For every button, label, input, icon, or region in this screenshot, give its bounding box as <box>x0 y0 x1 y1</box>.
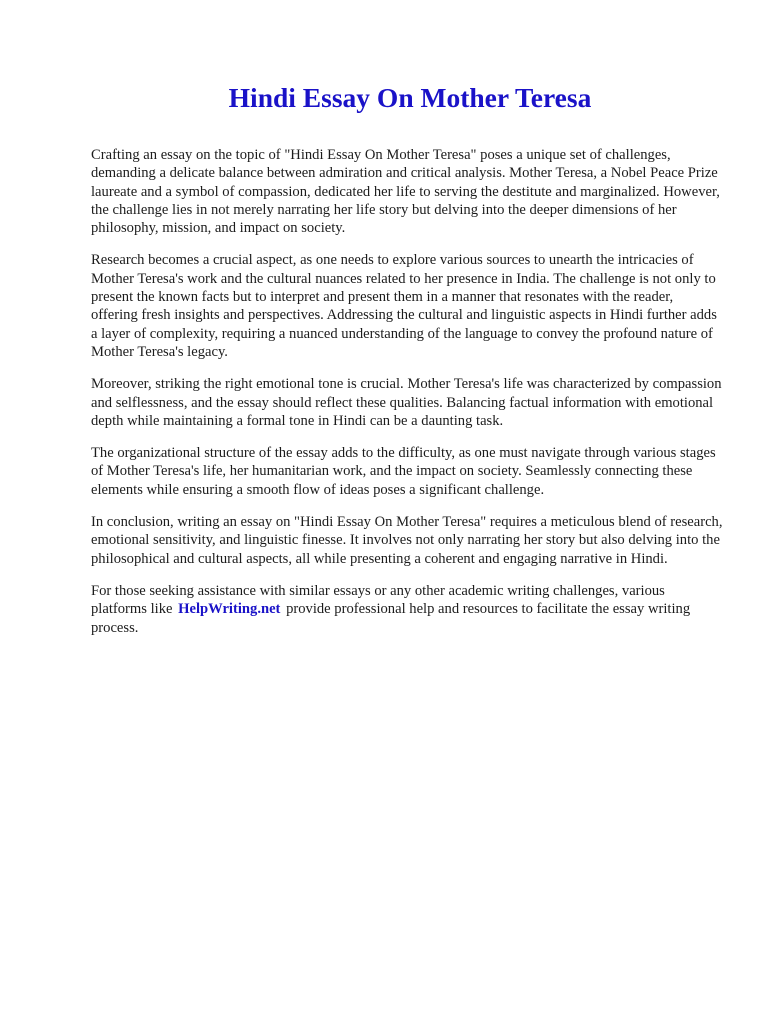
paragraph-1: Crafting an essay on the topic of "Hindi Essay On Mother Teresa" poses a unique set of challenges, demanding a delicate balance between admiration and critical analysis. Mother Teresa, a Nobel Peace Prize laureate and a symbol of compassion, dedicated her life to serving the destitute and marginalized. However, the challenge lies in not merely narrating her life story but delving into the deeper dimensions of her philosophy, mission, and impact on society. <box>91 147 720 237</box>
document-title: Hindi Essay On Mother Teresa <box>228 82 592 113</box>
paragraph-6-after-link: provide professional help and resources to facilitate the essay writing process. <box>91 601 691 636</box>
paragraph-4: The organizational structure of the essay adds to the difficulty, as one must navigate through various stages of Mother Teresa's life, her humanitarian work, and the impact on society. Seamlessly connecting these elements while ensuring a smooth flow of ideas poses a significant challenge. <box>91 445 716 498</box>
paragraph-6 <box>91 582 723 637</box>
paragraph-3: Moreover, striking the right emotional tone is crucial. Mother Teresa's life was characterized by compassion and selflessness, and the essay should reflect these qualities. Balancing factual information with emotional depth while maintaining a formal tone in Hindi can be a daunting task. <box>91 376 722 429</box>
paragraph-2: Research becomes a crucial aspect, as one needs to explore various sources to unearth the intricacies of Mother Teresa's work and the cultural nuances related to her presence in India. The challenge is not only to present the known facts but to interpret and present them in a manner that resonates with the reader, offering fresh insights and perspectives. Addressing the cultural and linguistic aspects in Hindi further adds a layer of complexity, requiring a nuanced understanding of the language to convey the profound nature of Mother Teresa's legacy. <box>91 252 717 360</box>
paragraph-5: In conclusion, writing an essay on "Hindi Essay On Mother Teresa" requires a meticulous blend of research, emotional sensitivity, and linguistic finesse. It involves not only narrating her story but also delving into the philosophical and cultural aspects, all while presenting a coherent and engaging narrative in Hindi. <box>91 514 723 567</box>
document-body <box>91 146 723 651</box>
paragraph-6-before-link: For those seeking assistance with similar essays or any other academic writing challenges, various platforms like <box>91 582 665 618</box>
helpwriting-link[interactable]: HelpWriting.net <box>178 601 281 618</box>
